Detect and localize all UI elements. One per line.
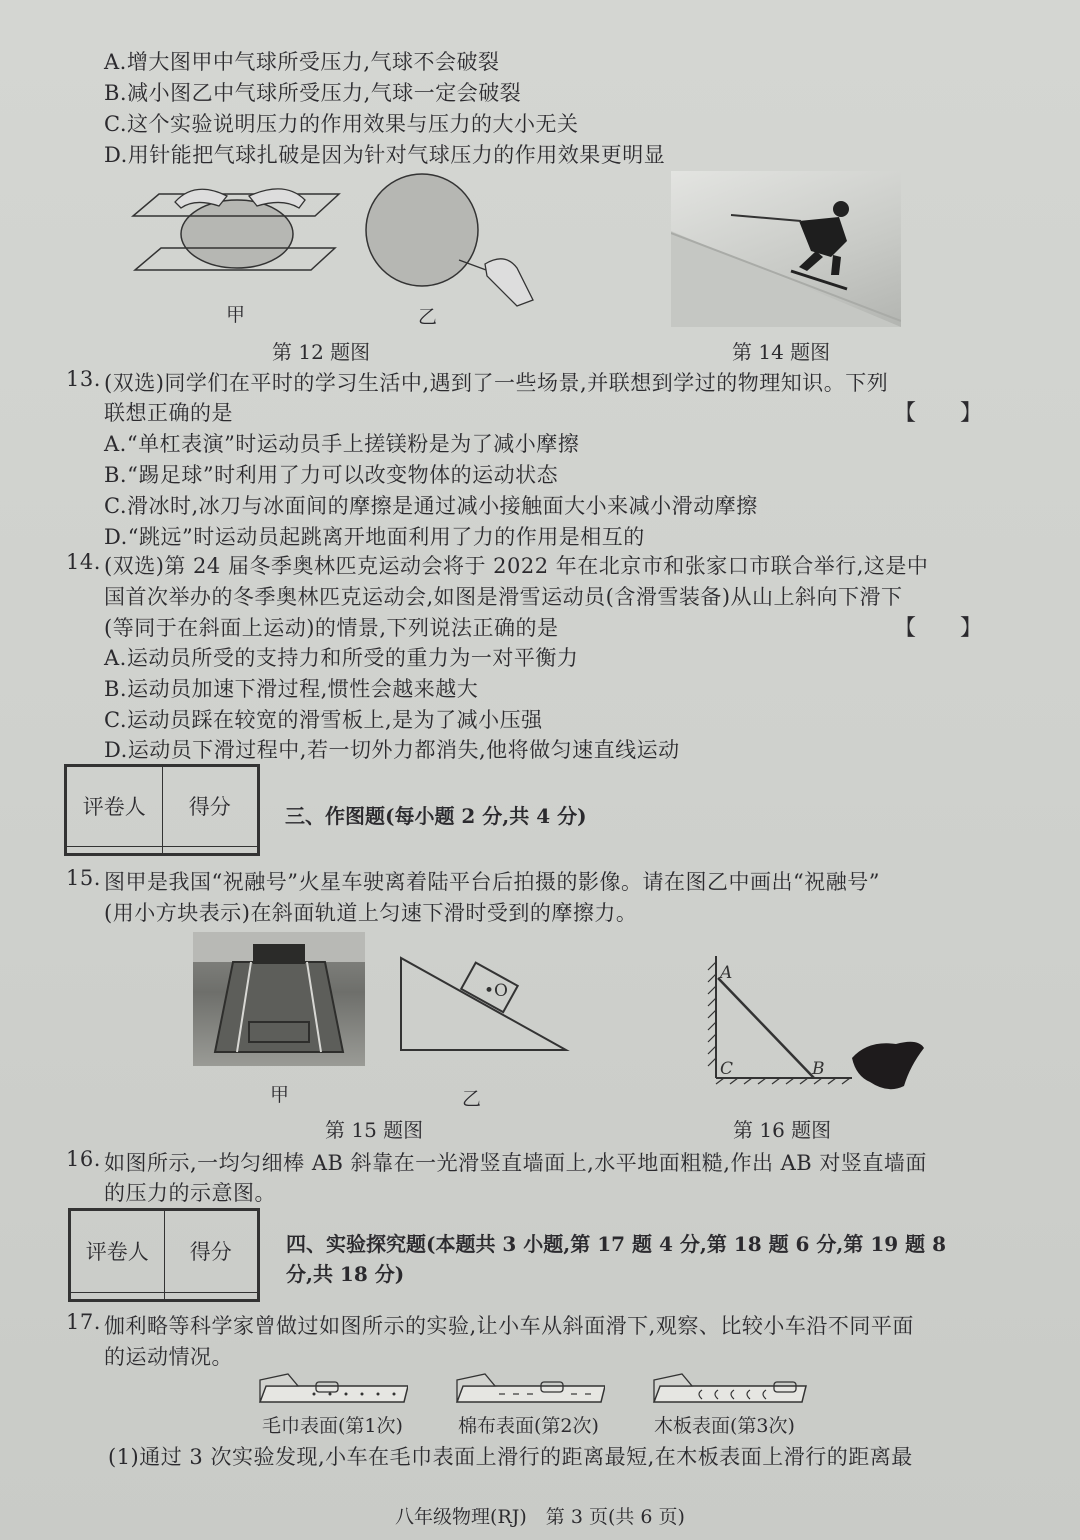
q13-stem-line2: 联想正确的是 — [104, 401, 233, 425]
q17-part1-text: (1)通过 3 次实验发现,小车在毛巾表面上滑行的距离最短,在木板表面上滑行的距离最 — [108, 1445, 913, 1469]
q12-option-b: B.减小图乙中气球所受压力,气球一定会破裂 — [104, 81, 522, 105]
grader-cell — [67, 846, 163, 853]
ski-pole-icon — [731, 215, 801, 221]
balloon-yi — [366, 174, 478, 286]
q13-number: 13. — [66, 367, 101, 391]
q17-number: 17. — [66, 1310, 101, 1334]
page-footer: 八年级物理(RJ) 第 3 页(共 6 页) — [395, 1506, 685, 1528]
score-box-section3 — [64, 764, 260, 856]
q13-option-c: C.滑冰时,冰刀与冰面间的摩擦是通过减小接触面大小来减小滑动摩擦 — [104, 494, 758, 518]
q13-option-d: D.“跳远”时运动员起跳离开地面利用了力的作用是相互的 — [104, 525, 645, 549]
grader-label: 评卷人 — [67, 767, 163, 847]
q14-stem-line2: 国首次举办的冬季奥林匹克运动会,如图是滑雪运动员(含滑雪装备)从山上斜向下滑下 — [104, 585, 903, 609]
block-center-label: •O — [484, 981, 508, 1001]
q16-number: 16. — [66, 1147, 101, 1171]
q12-option-d: D.用针能把气球扎破是因为针对气球压力的作用效果更明显 — [104, 143, 666, 167]
fig14-skier-photo — [671, 171, 901, 327]
fig15-incline-diagram — [398, 950, 573, 1055]
hand-with-needle-icon — [485, 259, 533, 306]
q15-number: 15. — [66, 866, 101, 890]
score-label: 得分 — [162, 767, 258, 847]
fig12-label-jia: 甲 — [226, 304, 246, 326]
q13-answer-bracket: 【 】 — [894, 401, 983, 426]
surface-label-wood: 木板表面(第3次) — [654, 1415, 795, 1437]
cotton-surface-diagram — [455, 1372, 605, 1410]
fig14-caption: 第 14 题图 — [732, 340, 831, 364]
q13-option-b: B.“踢足球”时利用了力可以改变物体的运动状态 — [104, 463, 559, 487]
point-b-label: B — [812, 1059, 825, 1079]
q14-option-d: D.运动员下滑过程中,若一切外力都消失,他将做匀速直线运动 — [104, 738, 680, 762]
score-cell — [164, 1292, 258, 1299]
fig16-caption: 第 16 题图 — [733, 1118, 832, 1142]
ink-smudge — [848, 1036, 928, 1096]
section4-title-line1: 四、实验探究题(本题共 3 小题,第 17 题 4 分,第 18 题 6 分,第 19 题 8 — [286, 1232, 947, 1256]
q17-stem-line2: 的运动情况。 — [104, 1345, 233, 1369]
section4-title-line2: 分,共 18 分) — [286, 1262, 405, 1286]
surface-label-towel: 毛巾表面(第1次) — [262, 1415, 403, 1437]
q14-stem-line1: (双选)第 24 届冬季奥林匹克运动会将于 2022 年在北京市和张家口市联合举行,这是中 — [104, 554, 929, 578]
fig15-label-jia: 甲 — [270, 1084, 290, 1106]
right-hand-icon — [249, 189, 305, 208]
skier-head-icon — [833, 201, 849, 217]
grader-cell — [71, 1292, 165, 1299]
q12-option-c: C.这个实验说明压力的作用效果与压力的大小无关 — [104, 112, 579, 136]
q15-stem-line2: (用小方块表示)在斜面轨道上匀速下滑时受到的摩擦力。 — [104, 901, 638, 925]
fig16-diagram — [704, 950, 864, 1085]
lander-icon — [253, 944, 305, 964]
score-cell — [162, 846, 258, 853]
q13-option-a: A.“单杠表演”时运动员手上搓镁粉是为了减小摩擦 — [104, 432, 580, 456]
balloon-jia — [181, 200, 293, 268]
fig12-label-yi: 乙 — [418, 306, 438, 328]
fig15-caption: 第 15 题图 — [325, 1118, 424, 1142]
q16-stem-line1: 如图所示,一均匀细棒 AB 斜靠在一光滑竖直墙面上,水平地面粗糙,作出 AB 对竖直墙面 — [104, 1151, 927, 1175]
q14-option-b: B.运动员加速下滑过程,惯性会越来越大 — [104, 677, 479, 701]
ramp-rails-icon — [215, 962, 343, 1052]
q14-answer-bracket: 【 】 — [894, 616, 983, 641]
score-box-section4 — [68, 1208, 260, 1302]
fig15-label-yi: 乙 — [462, 1088, 482, 1110]
point-c-label: C — [720, 1059, 734, 1079]
q14-stem-line3: (等同于在斜面上运动)的情景,下列说法正确的是 — [104, 616, 559, 640]
wood-surface-diagram — [652, 1372, 807, 1410]
q16-stem-line2: 的压力的示意图。 — [104, 1181, 276, 1205]
q14-option-a: A.运动员所受的支持力和所受的重力为一对平衡力 — [104, 646, 579, 670]
q14-option-c: C.运动员踩在较宽的滑雪板上,是为了减小压强 — [104, 708, 543, 732]
q17-stem-line1: 伽利略等科学家曾做过如图所示的实验,让小车从斜面滑下,观察、比较小车沿不同平面 — [104, 1314, 914, 1338]
incline-triangle — [401, 958, 566, 1050]
q15-stem-line1: 图甲是我国“祝融号”火星车驶离着陆平台后拍摄的影像。请在图乙中画出“祝融号” — [104, 870, 880, 894]
score-label: 得分 — [164, 1211, 258, 1293]
fig12-drawing — [125, 172, 545, 322]
surface-label-cotton: 棉布表面(第2次) — [458, 1415, 599, 1437]
point-a-label: A — [720, 963, 733, 983]
towel-surface-diagram — [258, 1372, 408, 1410]
skier-body-icon — [799, 217, 847, 257]
left-hand-icon — [175, 189, 227, 208]
fig12-caption: 第 12 题图 — [272, 340, 371, 364]
grader-label: 评卷人 — [71, 1211, 165, 1293]
fig15-rover-photo — [193, 932, 365, 1066]
q14-number: 14. — [66, 550, 101, 574]
q13-stem-line1: (双选)同学们在平时的学习生活中,遇到了一些场景,并联想到学过的物理知识。下列 — [104, 371, 889, 395]
q12-option-a: A.增大图甲中气球所受压力,气球不会破裂 — [104, 50, 500, 74]
section3-title: 三、作图题(每小题 2 分,共 4 分) — [285, 804, 587, 828]
